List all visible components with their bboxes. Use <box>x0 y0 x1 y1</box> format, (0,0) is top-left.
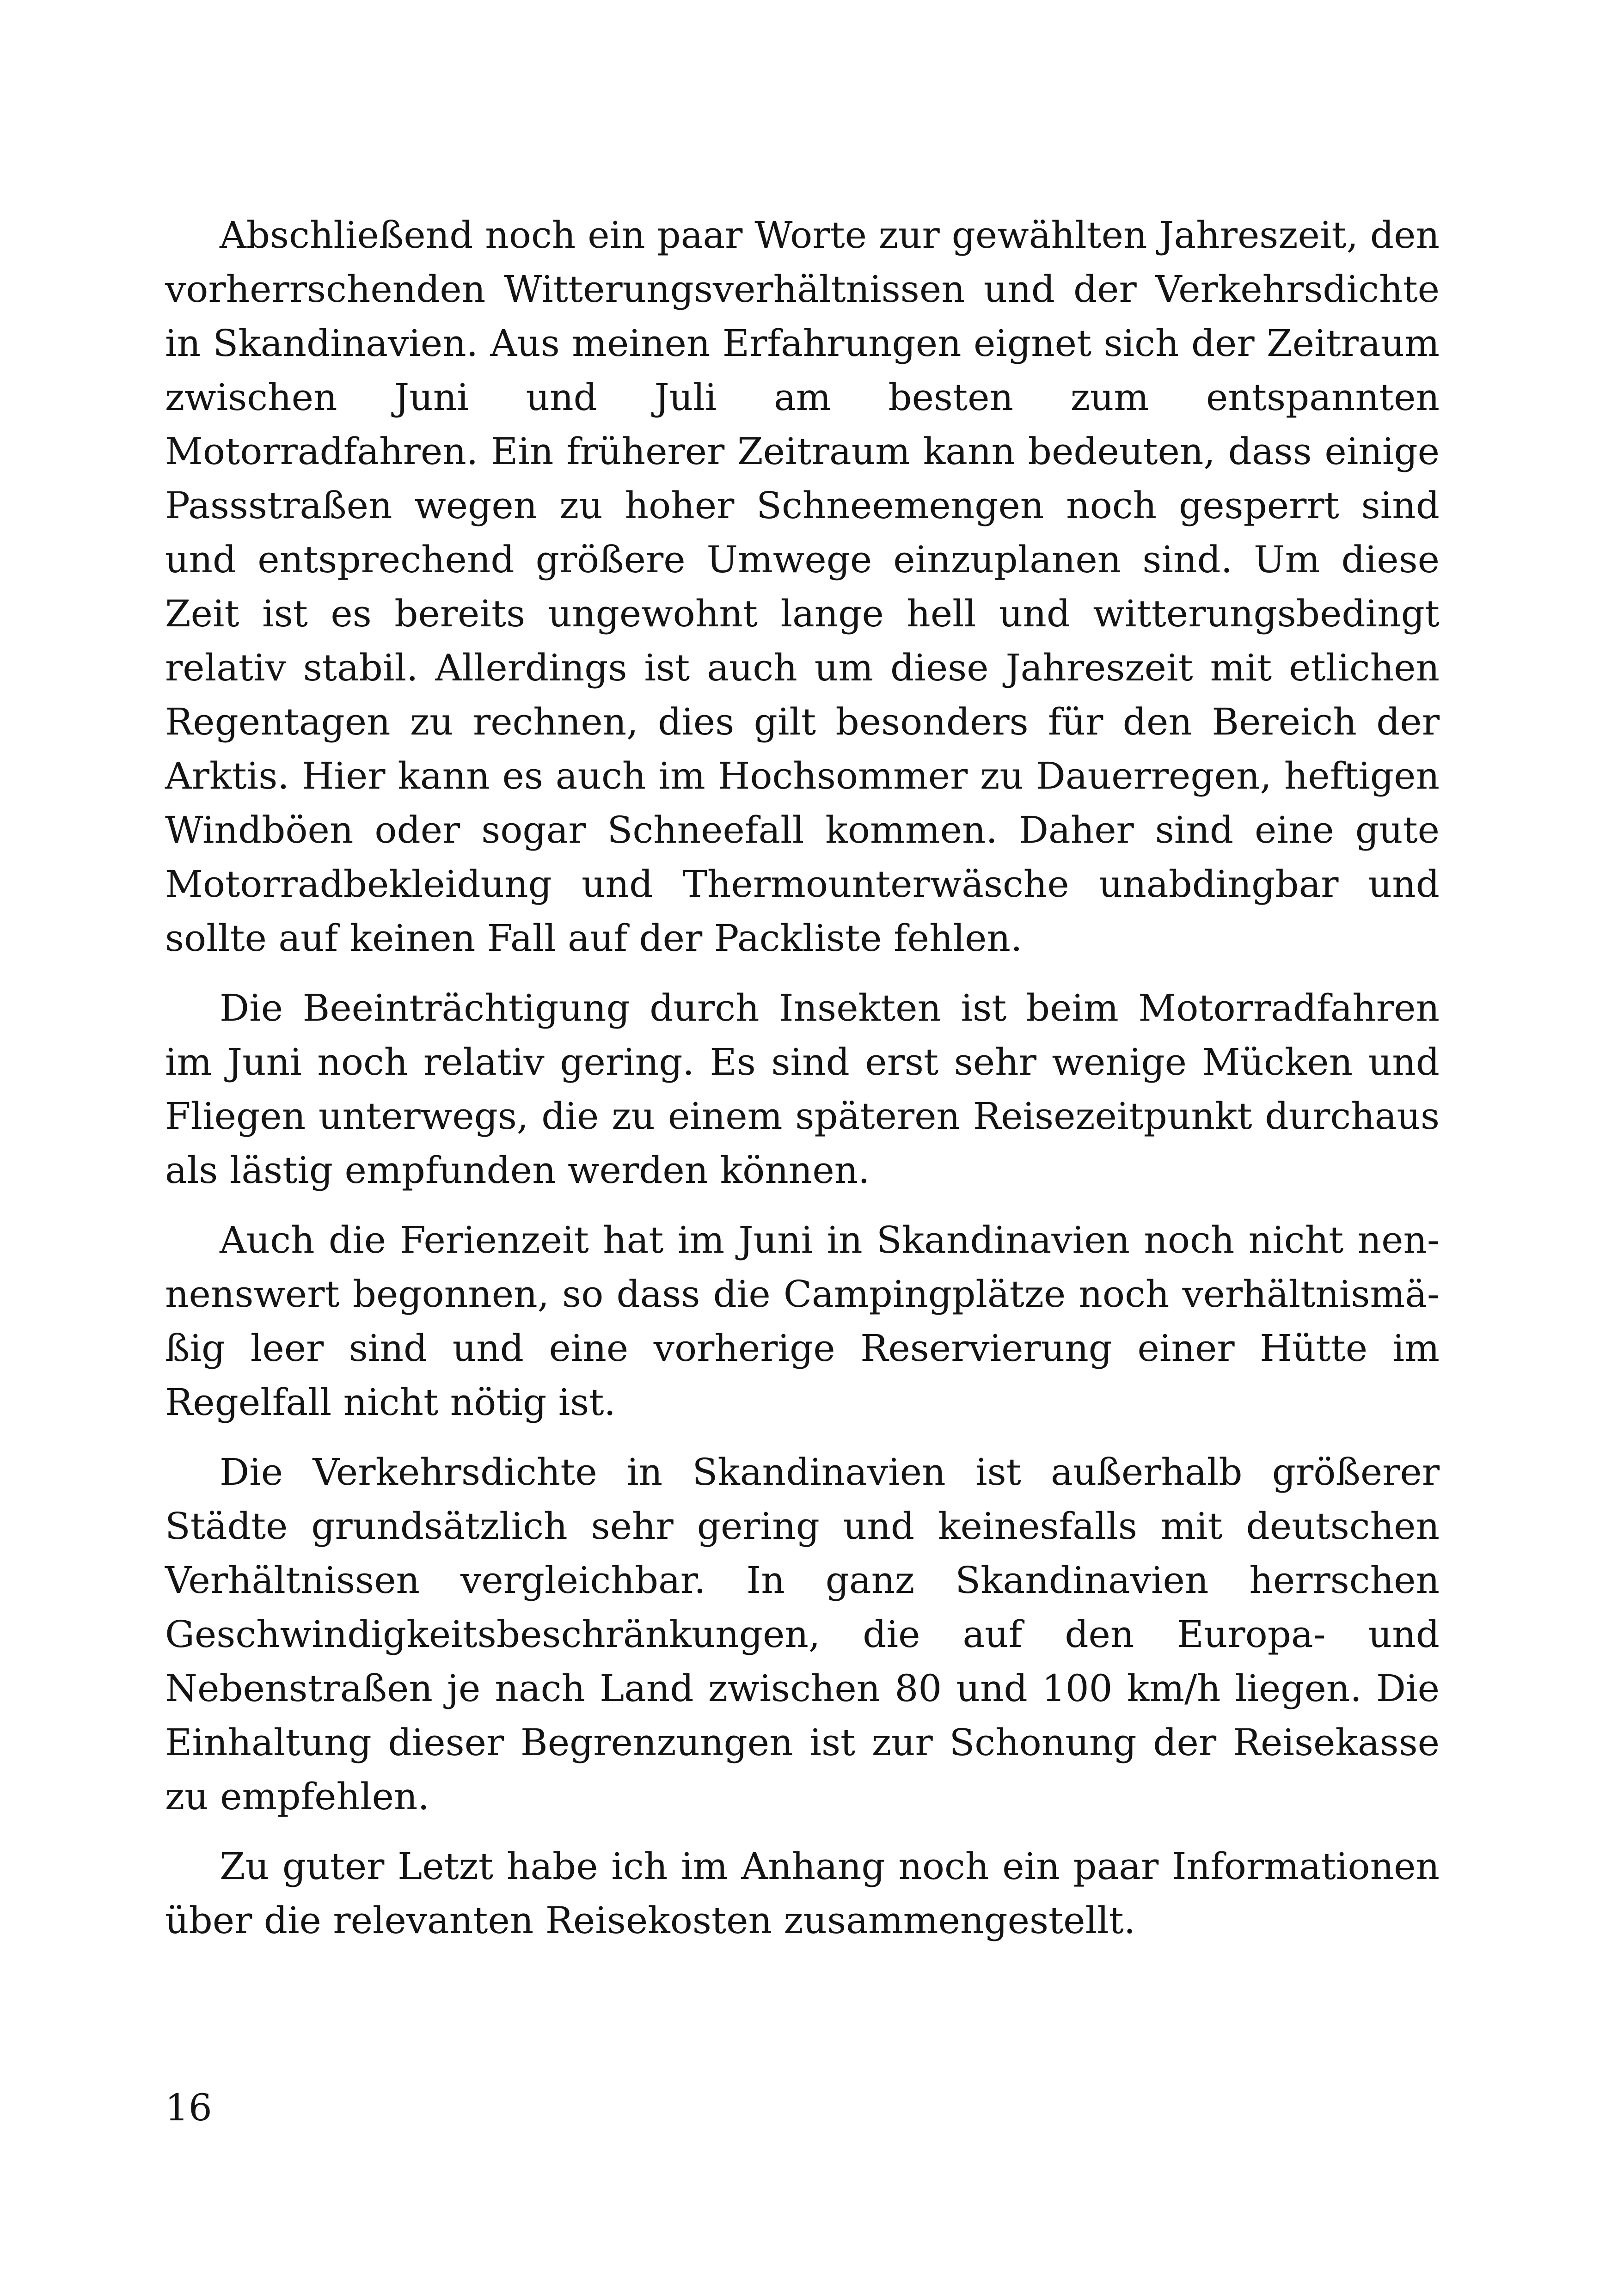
paragraph-travel-costs: Zu guter Letzt habe ich im Anhang noch ein paar Informationen über die relevanten Reisekosten zusammengestellt. <box>165 1845 1440 1942</box>
page-number: 16 <box>165 2086 212 2129</box>
paragraph-insects: Die Beeinträchtigung durch Insekten ist beim Motorradfahren im Juni noch relativ gering. Es sind erst sehr wenige Mücken und Fliegen unterwegs, die zu einem späteren Reisezeitpunkt durchaus als lästig empfunden werden können. <box>165 986 1440 1192</box>
paragraph-season: Abschließend noch ein paar Worte zur gewählten Jahreszeit, den vorherrschenden Witterungsverhältnissen und der Verkehrsdichte in Skandinavien. Aus meinen Erfahrungen eignet sich der Zeitraum zwischen Juni und Juli am besten zum entspannten Motorradfahren. Ein früherer Zeitraum kann bedeuten, dass einige Passstraßen wegen zu hoher Schneemengen noch gesperrt sind und entsprechend größere Umwege einzuplanen sind. Um diese Zeit ist es bereits ungewohnt lange hell und witterungsbedingt relativ stabil. Allerdings ist auch um diese Jahreszeit mit etlichen Regentagen zu rechnen, dies gilt besonders für den Bereich der Arktis. Hier kann es auch im Hochsommer zu Dauerregen, heftigen Windböen oder sogar Schneefall kommen. Daher sind eine gute Motorradbekleidung und Thermounterwäsche unabdingbar und sollte auf keinen Fall auf der Packliste fehlen. <box>165 214 1440 960</box>
body-text <box>165 208 1440 1947</box>
paragraph-holiday-season: Auch die Ferienzeit hat im Juni in Skandinavien noch nicht nennenswert begonnen, so dass die Campingplätze noch verhältnismäßig leer sind und eine vorherige Reservierung einer Hütte im Regelfall nicht nötig ist. <box>165 1218 1440 1424</box>
paragraph-traffic: Die Verkehrsdichte in Skandinavien ist außerhalb größerer Städte grundsätzlich sehr gering und keinesfalls mit deutschen Verhältnissen vergleichbar. In ganz Skandinavien herrschen Geschwindigkeitsbeschränkungen, die auf den Europa- und Nebenstraßen je nach Land zwischen 80 und 100 km/h liegen. Die Einhaltung dieser Begrenzungen ist zur Schonung der Reisekasse zu empfehlen. <box>165 1451 1440 1818</box>
